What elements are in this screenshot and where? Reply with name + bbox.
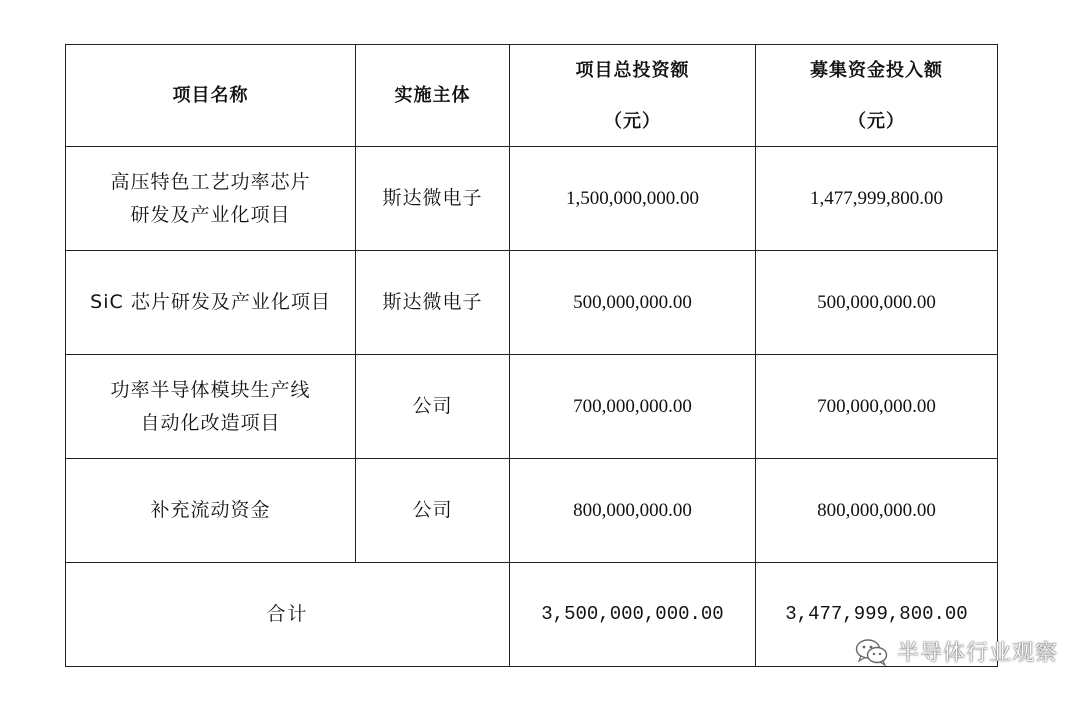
project-name-line: 自动化改造项目 — [140, 411, 281, 434]
header-total-investment-label: 项目总投资额 — [575, 59, 690, 81]
cell-raised-funds: 500,000,000.00 — [756, 251, 998, 355]
cell-total-investment: 500,000,000.00 — [510, 251, 756, 355]
fundraising-table — [65, 44, 998, 667]
total-investment-sum: 3,500,000,000.00 — [510, 563, 756, 667]
header-total-investment — [510, 45, 756, 147]
watermark — [855, 636, 1058, 667]
header-raised-funds-label: 募集资金投入额 — [810, 59, 943, 81]
table-row — [66, 147, 998, 251]
table-row — [66, 355, 998, 459]
table-header-row — [66, 45, 998, 147]
header-total-investment-unit: （元） — [604, 110, 661, 132]
wechat-icon — [855, 638, 889, 666]
cell-entity: 斯达微电子 — [356, 251, 510, 355]
header-raised-funds-unit: （元） — [848, 110, 905, 132]
watermark-text: 半导体行业观察 — [896, 641, 1058, 666]
raised-funds-sum: 3,477,999,800.00 — [756, 563, 998, 667]
project-name-line: SiC 芯片研发及产业化项目 — [90, 291, 331, 313]
cell-entity: 公司 — [356, 459, 510, 563]
project-name-line: 功率半导体模块生产线 — [110, 378, 311, 401]
cell-project-name — [66, 355, 356, 459]
table-row — [66, 251, 998, 355]
project-name-line: 研发及产业化项目 — [130, 203, 291, 226]
cell-entity: 公司 — [356, 355, 510, 459]
cell-raised-funds: 800,000,000.00 — [756, 459, 998, 563]
header-entity: 实施主体 — [356, 45, 510, 147]
project-name-line: 高压特色工艺功率芯片 — [110, 170, 311, 193]
cell-project-name — [66, 147, 356, 251]
cell-entity: 斯达微电子 — [356, 147, 510, 251]
cell-total-investment: 700,000,000.00 — [510, 355, 756, 459]
cell-total-investment: 1,500,000,000.00 — [510, 147, 756, 251]
table-row — [66, 459, 998, 563]
header-project-name: 项目名称 — [66, 45, 356, 147]
cell-project-name — [66, 459, 356, 563]
cell-total-investment: 800,000,000.00 — [510, 459, 756, 563]
cell-raised-funds: 700,000,000.00 — [756, 355, 998, 459]
header-raised-funds — [756, 45, 998, 147]
total-label: 合计 — [66, 563, 510, 667]
cell-raised-funds: 1,477,999,800.00 — [756, 147, 998, 251]
project-name-line: 补充流动资金 — [150, 499, 271, 521]
cell-project-name — [66, 251, 356, 355]
